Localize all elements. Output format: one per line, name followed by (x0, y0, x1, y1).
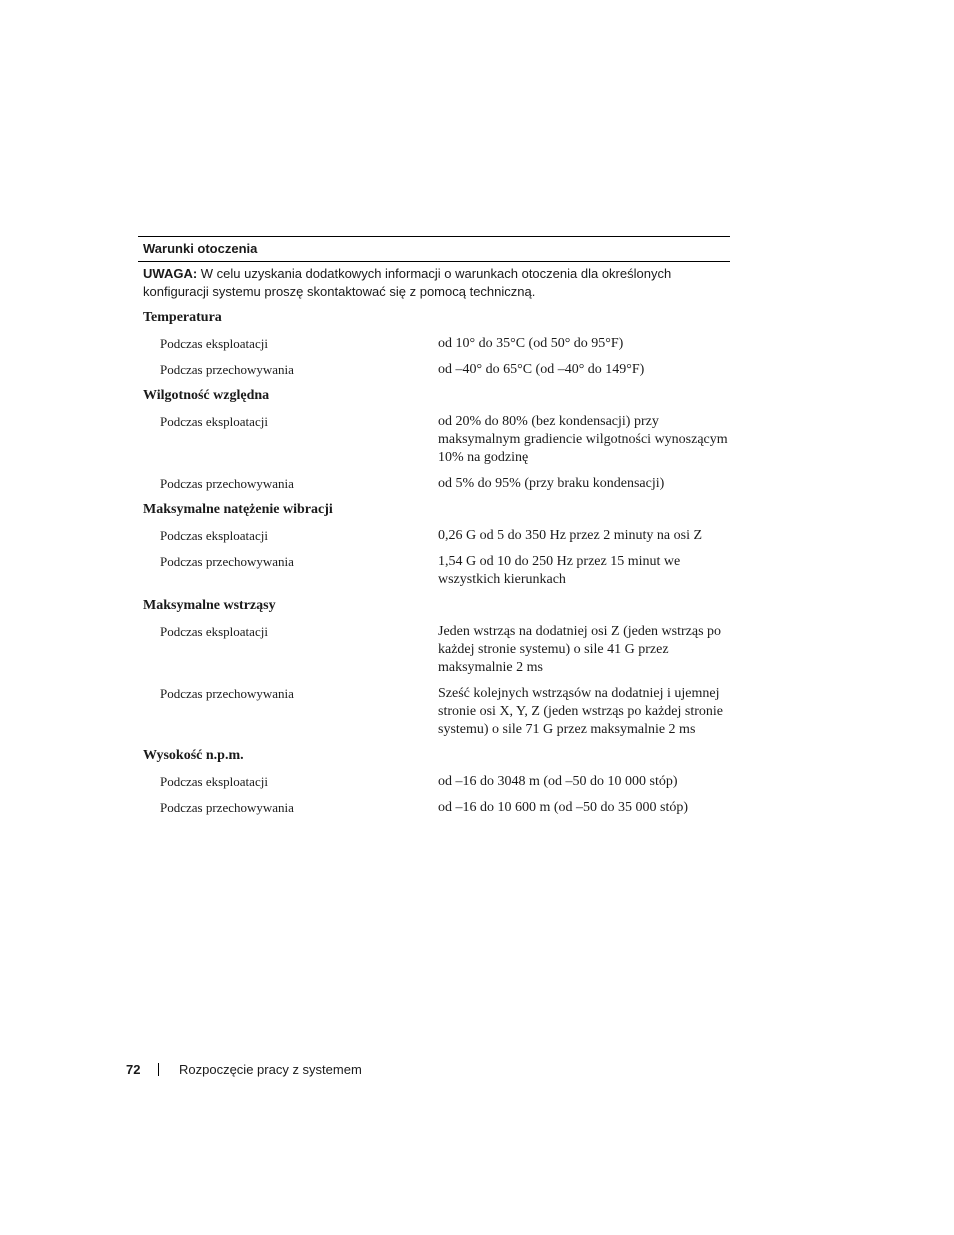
spec-label: Podczas przechowywania (160, 476, 294, 491)
spec-label: Podczas eksploatacji (160, 336, 268, 351)
environment-spec-table (138, 236, 730, 817)
spec-value: Sześć kolejnych wstrząsów na dodatniej i ujemnej stronie osi X, Y, Z (jeden wstrząs po każdej stronie systemu) o sile 71 G przez maksymalnie 2 ms (438, 686, 723, 737)
spec-value: 1,54 G od 10 do 250 Hz przez 15 minut we wszystkich kierunkach (438, 554, 681, 587)
spec-label: Podczas przechowywania (160, 554, 294, 569)
spec-value: od 5% do 95% (przy braku kondensacji) (438, 476, 665, 491)
spec-row (138, 773, 730, 791)
spec-group (138, 747, 730, 817)
spec-row (138, 799, 730, 817)
spec-label: Podczas eksploatacji (160, 624, 268, 639)
group-title: Temperatura (143, 310, 222, 325)
spec-label: Podczas eksploatacji (160, 414, 268, 429)
spec-value: 0,26 G od 5 do 350 Hz przez 2 minuty na osi Z (438, 528, 703, 543)
note-text: W celu uzyskania dodatkowych informacji o warunkach otoczenia dla określonych konfiguracji systemu proszę skontaktować się z pomocą techniczną. (143, 266, 672, 299)
spec-value: Jeden wstrząs na dodatniej osi Z (jeden wstrząs po każdej stronie systemu) o sile 41 G przez maksymalnie 2 ms (438, 624, 722, 675)
spec-group (138, 309, 730, 379)
spec-row (138, 335, 730, 353)
page-footer (126, 1062, 362, 1077)
note-label: UWAGA: (143, 266, 198, 281)
spec-label: Podczas eksploatacji (160, 528, 268, 543)
spec-group (138, 501, 730, 589)
spec-row (138, 527, 730, 545)
spec-label: Podczas przechowywania (160, 686, 294, 701)
spec-row (138, 361, 730, 379)
note (138, 262, 730, 301)
spec-label: Podczas przechowywania (160, 800, 294, 815)
group-title: Wilgotność względna (143, 388, 270, 403)
chapter-title: Rozpoczęcie pracy z systemem (179, 1062, 362, 1077)
group-title: Maksymalne natężenie wibracji (143, 502, 333, 517)
spec-row (138, 685, 730, 739)
spec-row (138, 553, 730, 589)
spec-row (138, 475, 730, 493)
spec-group (138, 387, 730, 493)
spec-group (138, 597, 730, 739)
table-title: Warunki otoczenia (143, 241, 258, 256)
spec-value: od –40° do 65°C (od –40° do 149°F) (438, 362, 645, 377)
spec-value: od 10° do 35°C (od 50° do 95°F) (438, 336, 624, 351)
spec-groups (138, 309, 730, 817)
group-title: Maksymalne wstrząsy (143, 598, 276, 613)
spec-row (138, 413, 730, 467)
spec-label: Podczas przechowywania (160, 362, 294, 377)
footer-separator (158, 1063, 159, 1076)
spec-value: od –16 do 3048 m (od –50 do 10 000 stóp) (438, 774, 678, 789)
group-title: Wysokość n.p.m. (143, 748, 244, 763)
spec-value: od –16 do 10 600 m (od –50 do 35 000 stóp) (438, 800, 689, 815)
spec-value: od 20% do 80% (bez kondensacji) przy maksymalnym gradiencie wilgotności wynoszącym 10% na godzinę (438, 414, 728, 465)
spec-row (138, 623, 730, 677)
page-number: 72 (126, 1062, 141, 1077)
spec-label: Podczas eksploatacji (160, 774, 268, 789)
